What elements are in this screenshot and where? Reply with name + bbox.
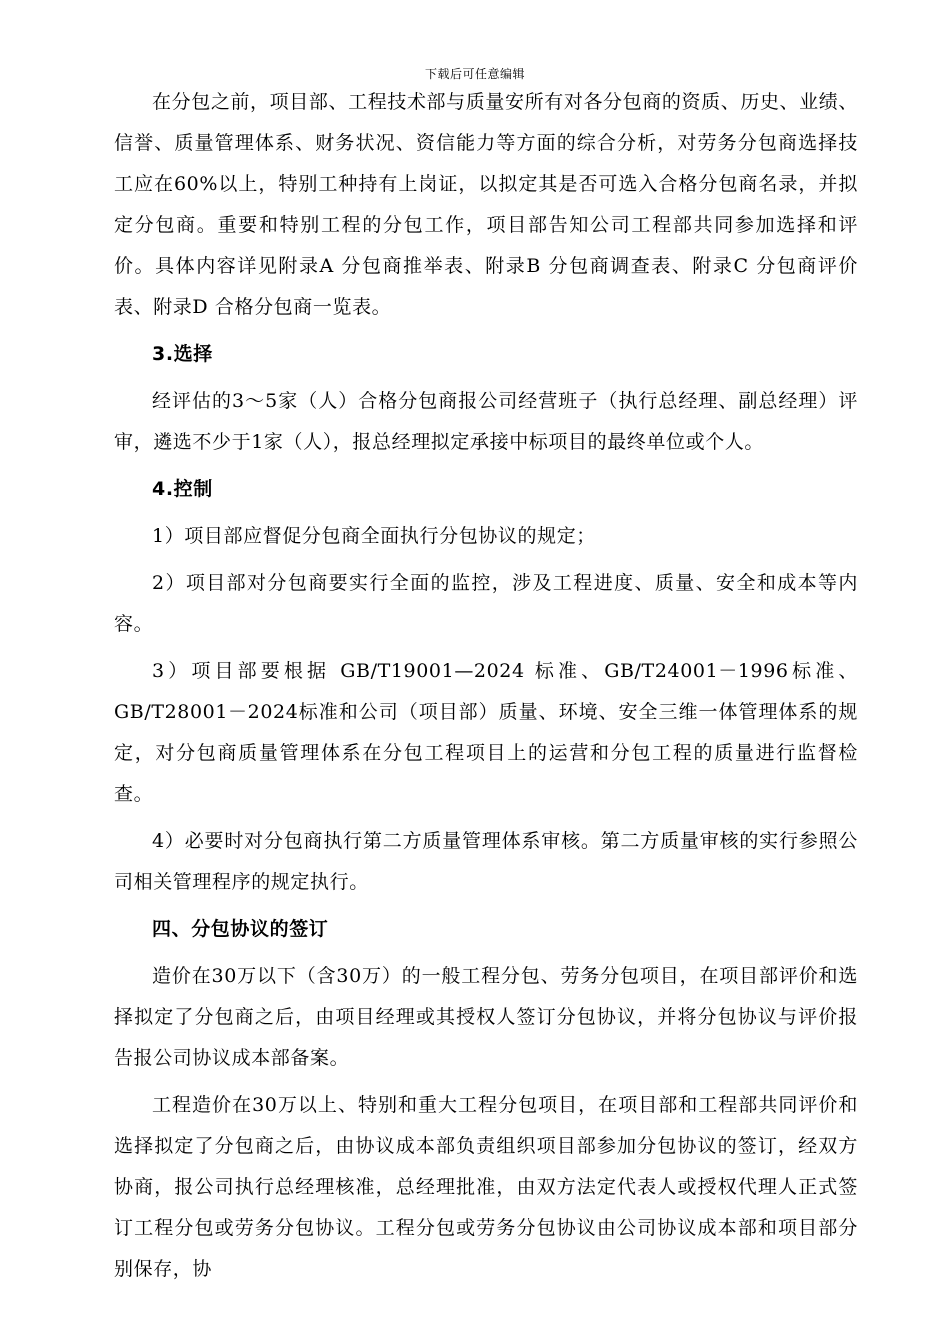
document-body xyxy=(114,82,858,1290)
paragraph-subcontractor-evaluation: 在分包之前，项目部、工程技术部与质量安所有对各分包商的资质、历史、业绩、信誉、质量管理体系、财务状况、资信能力等方面的综合分析，对劳务分包商选择技工应在60%以上，特别工种持有上岗证，以拟定其是否可选入合格分包商名录，并拟定分包商。重要和特别工程的分包工作，项目部告知公司工程部共同参加选择和评价。具体内容详见附录A 分包商推举表、附录B 分包商调查表、附录C 分包商评价表、附录D 合格分包商一览表。 xyxy=(114,91,858,318)
page-header-note: 下载后可任意编辑 xyxy=(424,67,525,81)
section-heading-contract-signing: 四、分包协议的签订 xyxy=(152,918,329,940)
control-item-2: 2）项目部对分包商要实行全面的监控，涉及工程进度、质量、安全和成本等内容。 xyxy=(114,572,858,635)
control-item-1: 1）项目部应督促分包商全面执行分包协议的规定； xyxy=(152,525,596,547)
control-item-4: 4）必要时对分包商执行第二方质量管理体系审核。第二方质量审核的实行参照公司相关管理程序的规定执行。 xyxy=(114,830,858,893)
section-heading-control: 4.控制 xyxy=(152,478,213,500)
paragraph-selection: 经评估的3～5家（人）合格分包商报公司经营班子（执行总经理、副总经理）评审，遴选不少于1家（人），报总经理拟定承接中标项目的最终单位或个人。 xyxy=(114,390,858,453)
paragraph-small-contract: 造价在30万以下（含30万）的一般工程分包、劳务分包项目，在项目部评价和选择拟定了分包商之后，由项目经理或其授权人签订分包协议，并将分包协议与评价报告报公司协议成本部备案。 xyxy=(114,965,858,1069)
control-item-3: 3）项目部要根据 GB/T19001—2024 标准、GB/T24001－1996标准、GB/T28001－2024标准和公司（项目部）质量、环境、安全三维一体管理体系的规定，对分包商质量管理体系在分包工程项目上的运营和分包工程的质量进行监督检查。 xyxy=(114,660,858,805)
paragraph-large-contract: 工程造价在30万以上、特别和重大工程分包项目，在项目部和工程部共同评价和选择拟定了分包商之后，由协议成本部负责组织项目部参加分包协议的签订，经双方协商，报公司执行总经理核准，总经理批准，由双方法定代表人或授权代理人正式签订工程分包或劳务分包协议。工程分包或劳务分包协议由公司协议成本部和项目部分别保存，协 xyxy=(114,1094,858,1280)
section-heading-selection: 3.选择 xyxy=(152,343,213,365)
